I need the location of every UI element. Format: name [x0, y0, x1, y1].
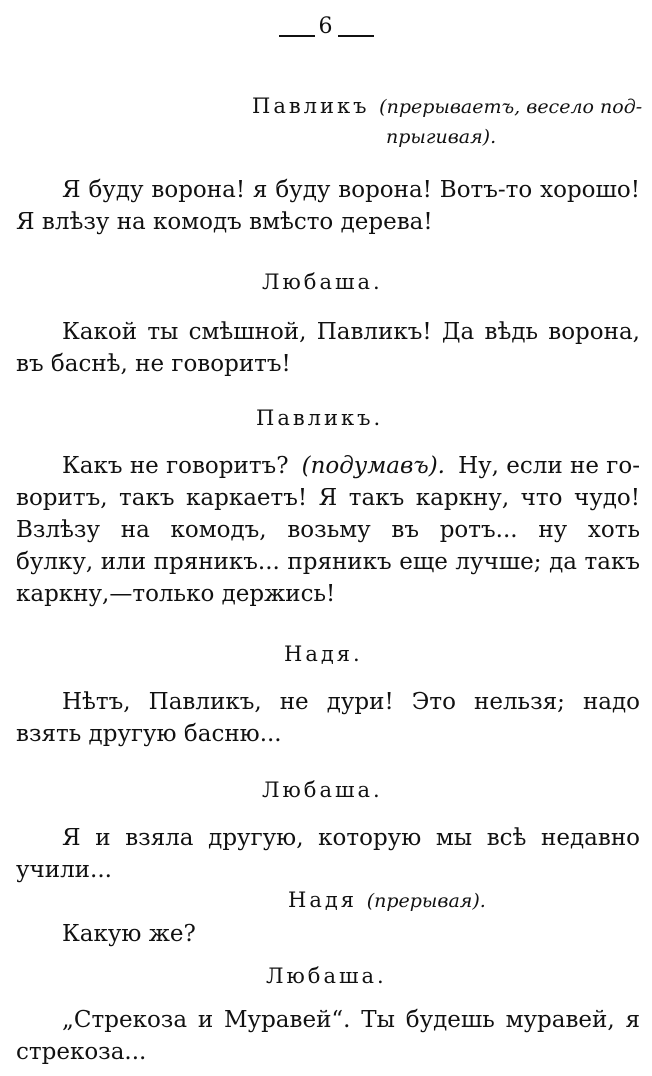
speaker-lyubasha-3: Любаша.: [266, 964, 387, 988]
stage-direction: (прерывая).: [366, 890, 486, 912]
page-number-rule-left: [279, 35, 315, 37]
stage-direction: (прерываетъ, весело под-: [379, 96, 643, 118]
text-line: Я и взяла другую, которую мы всѣ недавно: [62, 825, 640, 851]
stage-direction-continued: прыгивая).: [386, 126, 497, 148]
text-line: учили...: [16, 857, 112, 883]
page-number-rule-right: [338, 35, 374, 37]
text-line: „Стрекоза и Муравей“. Ты будешь муравей, я: [62, 1007, 640, 1033]
speaker-lyubasha-2: Любаша.: [262, 778, 383, 802]
speaker-nadya-1: Надя.: [284, 642, 363, 666]
text-line: стрекоза...: [16, 1039, 147, 1065]
text-line: воритъ, такъ каркаетъ! Я такъ каркну, что чудо!: [16, 485, 640, 511]
text-line-with-direction: [62, 450, 640, 482]
text-segment: Какъ не говоритъ?: [62, 453, 289, 479]
text-line: Нѣтъ, Павликъ, не дури! Это нельзя; надо: [62, 689, 640, 715]
page-number: [0, 14, 652, 39]
speaker-pavlik-2: Павликъ.: [256, 406, 384, 430]
text-line: Взлѣзу на комодъ, возьму въ ротъ... ну хоть: [16, 517, 640, 543]
speaker-lyubasha-1: Любаша.: [262, 270, 383, 294]
speaker-nadya-2: [288, 888, 486, 912]
text-line: каркну,—только держись!: [16, 581, 336, 607]
speaker-name: Надя: [288, 888, 358, 912]
text-segment: Ну, если не го-: [458, 453, 640, 479]
text-line: Какую же?: [62, 921, 196, 947]
text-line: булку, или пряникъ... пряникъ еще лучше; да такъ: [16, 549, 640, 575]
text-line: Какой ты смѣшной, Павликъ! Да вѣдь ворона,: [62, 319, 640, 345]
text-line: Я буду ворона! я буду ворона! Вотъ-то хорошо!: [62, 177, 640, 203]
text-line: взять другую басню...: [16, 721, 282, 747]
stage-direction-inline: (подумавъ).: [301, 453, 445, 479]
speaker-pavlik-1: [252, 94, 642, 118]
text-line: Я влѣзу на комодъ вмѣсто дерева!: [16, 209, 433, 235]
page-number-text: 6: [318, 14, 334, 39]
text-line: въ баснѣ, не говоритъ!: [16, 351, 291, 377]
speaker-name: Павликъ: [252, 94, 370, 118]
